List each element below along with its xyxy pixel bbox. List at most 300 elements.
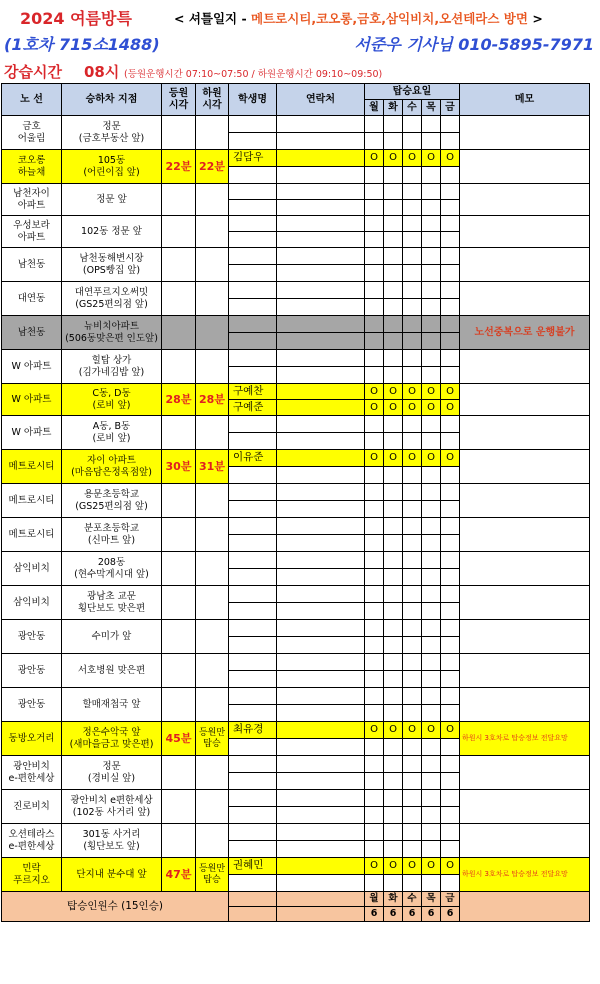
stop-row [2, 150, 590, 167]
contact-cell [277, 773, 365, 790]
day-4-check [441, 200, 460, 216]
alight-time-cell [196, 116, 229, 150]
stop-cell: 대연푸르지오써밋 (GS25편의점 앞) [62, 282, 162, 316]
day-0-check [365, 773, 384, 790]
day-4-check [441, 807, 460, 824]
day-3-check [422, 756, 441, 773]
alight-time-cell [196, 688, 229, 722]
board-time-cell [162, 216, 196, 248]
contact-cell [277, 450, 365, 467]
day-0-check [365, 416, 384, 433]
day-3-check [422, 484, 441, 501]
day-3-check [422, 535, 441, 552]
contact-cell [277, 282, 365, 299]
day-2-check [403, 790, 422, 807]
day-3-check [422, 248, 441, 265]
memo-cell [460, 484, 590, 518]
student-name [229, 116, 277, 133]
stop-row [2, 116, 590, 133]
stop-cell: 301동 사거리 (횡단보도 앞) [62, 824, 162, 858]
day-2-check: O [403, 858, 422, 875]
footer-day-1: 화 [384, 892, 403, 907]
day-1-check [384, 807, 403, 824]
day-4-check [441, 433, 460, 450]
day-2-check [403, 248, 422, 265]
stop-cell: 정문 앞 [62, 184, 162, 216]
route-cell: 남천자이 아파트 [2, 184, 62, 216]
contact-cell [277, 416, 365, 433]
day-1-check [384, 569, 403, 586]
student-name [229, 535, 277, 552]
board-time-cell [162, 350, 196, 384]
day-3-check [422, 841, 441, 858]
day-2-check [403, 688, 422, 705]
day-3-check [422, 333, 441, 350]
alight-time-cell [196, 790, 229, 824]
day-3-check [422, 654, 441, 671]
day-0-check [365, 299, 384, 316]
student-name [229, 232, 277, 248]
day-0-check: O [365, 450, 384, 467]
route-cell: 남천동 [2, 248, 62, 282]
col-day-0-header: 월 [365, 100, 384, 116]
student-name [229, 265, 277, 282]
day-3-check [422, 637, 441, 654]
footer-count-3: 6 [422, 907, 441, 922]
day-1-check [384, 184, 403, 200]
board-time-cell [162, 416, 196, 450]
board-time-cell [162, 248, 196, 282]
board-time-cell [162, 654, 196, 688]
contact-cell [277, 535, 365, 552]
day-0-check [365, 248, 384, 265]
day-0-check [365, 688, 384, 705]
student-name [229, 184, 277, 200]
day-3-check [422, 282, 441, 299]
contact-cell [277, 790, 365, 807]
day-2-check: O [403, 450, 422, 467]
memo-cell [460, 416, 590, 450]
student-name [229, 824, 277, 841]
subtitle-prefix: < 셔틀일지 - [174, 11, 247, 26]
stop-cell: 정문 (경비실 앞) [62, 756, 162, 790]
day-0-check [365, 671, 384, 688]
alight-time-cell [196, 184, 229, 216]
day-1-check [384, 282, 403, 299]
day-3-check [422, 518, 441, 535]
footer-student-blank [229, 907, 277, 922]
stop-row [2, 484, 590, 501]
memo-cell [460, 150, 590, 184]
day-3-check [422, 367, 441, 384]
day-4-check [441, 824, 460, 841]
student-name [229, 841, 277, 858]
student-name [229, 350, 277, 367]
contact-cell [277, 484, 365, 501]
stop-cell: 단지내 분수대 앞 [62, 858, 162, 892]
footer-day-4: 금 [441, 892, 460, 907]
route-cell: 대연동 [2, 282, 62, 316]
route-cell: 광안동 [2, 654, 62, 688]
student-name [229, 637, 277, 654]
day-3-check: O [422, 450, 441, 467]
stop-cell: 할매재첩국 앞 [62, 688, 162, 722]
day-4-check [441, 841, 460, 858]
subtitle-routes: 메트로시티,코오롱,금호,삼익비치,오션테라스 방면 [251, 11, 528, 26]
memo-cell [460, 116, 590, 150]
day-1-check [384, 367, 403, 384]
footer-count-0: 6 [365, 907, 384, 922]
route-cell: 민락 푸르지오 [2, 858, 62, 892]
day-1-check [384, 232, 403, 248]
alight-time-cell [196, 316, 229, 350]
contact-cell [277, 367, 365, 384]
footer-student-blank [229, 892, 277, 907]
day-0-check [365, 433, 384, 450]
day-2-check [403, 282, 422, 299]
day-1-check [384, 620, 403, 637]
alight-time-cell [196, 350, 229, 384]
route-cell: 우성보라 아파트 [2, 216, 62, 248]
alight-time-cell: 22분 [196, 150, 229, 184]
route-cell: 메트로시티 [2, 450, 62, 484]
day-2-check [403, 167, 422, 184]
day-4-check [441, 265, 460, 282]
stop-row [2, 858, 590, 875]
day-2-check [403, 333, 422, 350]
student-name [229, 367, 277, 384]
board-time-cell [162, 116, 196, 150]
day-4-check: O [441, 400, 460, 416]
col-memo-header: 메모 [460, 84, 590, 116]
student-name [229, 739, 277, 756]
alight-time-cell: 등원만 탑승 [196, 858, 229, 892]
day-0-check [365, 875, 384, 892]
day-2-check [403, 367, 422, 384]
day-3-check [422, 569, 441, 586]
board-time-cell: 22분 [162, 150, 196, 184]
alight-time-cell: 28분 [196, 384, 229, 416]
route-cell: W 아파트 [2, 384, 62, 416]
day-0-check: O [365, 858, 384, 875]
day-4-check [441, 671, 460, 688]
day-4-check: O [441, 722, 460, 739]
contact-cell [277, 433, 365, 450]
day-2-check [403, 705, 422, 722]
memo-cell: 하원시 3호차로 탑승정보 전달요망 [460, 722, 590, 756]
day-2-check [403, 739, 422, 756]
day-4-check [441, 875, 460, 892]
day-1-check [384, 756, 403, 773]
day-1-check: O [384, 858, 403, 875]
class-time-label: 강습시간 [4, 63, 62, 81]
day-4-check: O [441, 858, 460, 875]
day-0-check [365, 467, 384, 484]
contact-cell [277, 739, 365, 756]
day-2-check: O [403, 150, 422, 167]
student-name [229, 467, 277, 484]
day-2-check [403, 603, 422, 620]
day-0-check [365, 807, 384, 824]
stop-row [2, 282, 590, 299]
day-3-check [422, 552, 441, 569]
student-name: 구예준 [229, 400, 277, 416]
student-name [229, 501, 277, 518]
contact-cell [277, 807, 365, 824]
day-2-check [403, 416, 422, 433]
alight-time-cell [196, 756, 229, 790]
run-times: (등원운행시간 07:10~07:50 / 하원운행시간 09:10~09:50) [124, 69, 383, 80]
stop-row [2, 620, 590, 637]
student-name [229, 484, 277, 501]
alight-time-cell [196, 216, 229, 248]
contact-cell [277, 133, 365, 150]
student-name [229, 167, 277, 184]
route-cell: 광안동 [2, 688, 62, 722]
day-2-check [403, 620, 422, 637]
day-4-check [441, 248, 460, 265]
day-3-check [422, 433, 441, 450]
day-1-check [384, 518, 403, 535]
day-3-check [422, 603, 441, 620]
contact-cell [277, 722, 365, 739]
col-days-header: 탑승요일 [365, 84, 460, 100]
day-3-check: O [422, 722, 441, 739]
day-4-check [441, 756, 460, 773]
day-4-check [441, 367, 460, 384]
day-0-check [365, 184, 384, 200]
contact-cell [277, 501, 365, 518]
student-name [229, 216, 277, 232]
day-0-check [365, 705, 384, 722]
memo-cell [460, 586, 590, 620]
day-1-check: O [384, 450, 403, 467]
day-0-check [365, 200, 384, 216]
student-name [229, 654, 277, 671]
contact-cell [277, 671, 365, 688]
day-3-check [422, 790, 441, 807]
route-cell: W 아파트 [2, 416, 62, 450]
day-0-check [365, 316, 384, 333]
contact-cell [277, 116, 365, 133]
alight-time-cell: 31분 [196, 450, 229, 484]
student-name [229, 133, 277, 150]
day-4-check [441, 184, 460, 200]
day-1-check [384, 824, 403, 841]
driver-info: 서준우 기사님 010-5895-7971 [354, 35, 594, 54]
day-4-check [441, 790, 460, 807]
board-time-cell [162, 484, 196, 518]
footer-contact-blank [277, 907, 365, 922]
day-1-check [384, 299, 403, 316]
memo-cell: 하원시 3호차로 탑승정보 전달요망 [460, 858, 590, 892]
contact-cell [277, 184, 365, 200]
student-name [229, 756, 277, 773]
day-0-check [365, 501, 384, 518]
day-1-check [384, 467, 403, 484]
memo-cell [460, 248, 590, 282]
day-2-check [403, 184, 422, 200]
stop-row [2, 790, 590, 807]
alight-time-cell [196, 552, 229, 586]
stop-cell: 남천동해변시장 (OPS빵집 앞) [62, 248, 162, 282]
day-3-check: O [422, 150, 441, 167]
stop-cell: 분포초등학교 (신마트 앞) [62, 518, 162, 552]
day-4-check [441, 518, 460, 535]
day-3-check [422, 705, 441, 722]
day-4-check [441, 416, 460, 433]
day-4-check [441, 586, 460, 603]
col-day-1-header: 화 [384, 100, 403, 116]
memo-cell [460, 756, 590, 790]
stop-cell: 수미가 앞 [62, 620, 162, 654]
day-4-check [441, 350, 460, 367]
stop-cell: 서호병원 맞은편 [62, 654, 162, 688]
stop-cell: 정은수악국 앞 (새마을금고 맞은편) [62, 722, 162, 756]
stop-cell: 광남초 교문 횡단보도 맞은편 [62, 586, 162, 620]
col-day-3-header: 목 [422, 100, 441, 116]
memo-cell [460, 790, 590, 824]
day-3-check [422, 586, 441, 603]
day-3-check [422, 133, 441, 150]
memo-cell: 노선중복으로 운행불가 [460, 316, 590, 350]
memo-cell [460, 552, 590, 586]
board-time-cell [162, 552, 196, 586]
day-2-check [403, 569, 422, 586]
day-0-check [365, 265, 384, 282]
day-2-check [403, 518, 422, 535]
stop-cell: 광안비치 e편한세상 (102동 사거리 앞) [62, 790, 162, 824]
stop-cell: 208동 (현수막게시대 앞) [62, 552, 162, 586]
contact-cell [277, 688, 365, 705]
alight-time-cell [196, 248, 229, 282]
day-1-check [384, 167, 403, 184]
student-name [229, 603, 277, 620]
memo-cell [460, 282, 590, 316]
footer-count-4: 6 [441, 907, 460, 922]
stop-row [2, 248, 590, 265]
route-cell: 삼익비치 [2, 552, 62, 586]
day-4-check [441, 316, 460, 333]
contact-cell [277, 824, 365, 841]
day-1-check [384, 265, 403, 282]
col-contact-header: 연락처 [277, 84, 365, 116]
stop-cell: 뉴비치아파트 (506동맞은편 인도앞) [62, 316, 162, 350]
route-cell: 남천동 [2, 316, 62, 350]
route-cell: 동방오거리 [2, 722, 62, 756]
alight-time-cell [196, 416, 229, 450]
col-alight-time-header: 하원 시각 [196, 84, 229, 116]
day-4-check [441, 688, 460, 705]
contact-cell [277, 265, 365, 282]
memo-cell [460, 184, 590, 216]
route-cell: 코오롱 하늘채 [2, 150, 62, 184]
footer-day-0: 월 [365, 892, 384, 907]
day-1-check [384, 501, 403, 518]
student-name [229, 586, 277, 603]
day-2-check [403, 773, 422, 790]
day-4-check [441, 552, 460, 569]
day-2-check [403, 133, 422, 150]
contact-cell [277, 400, 365, 416]
stop-row [2, 416, 590, 433]
day-4-check [441, 167, 460, 184]
board-time-cell: 30분 [162, 450, 196, 484]
day-0-check [365, 484, 384, 501]
col-student-header: 학생명 [229, 84, 277, 116]
student-name [229, 705, 277, 722]
shuttle-schedule-table [1, 83, 590, 922]
day-2-check [403, 841, 422, 858]
day-4-check [441, 133, 460, 150]
day-1-check [384, 875, 403, 892]
day-3-check [422, 739, 441, 756]
day-1-check [384, 773, 403, 790]
day-3-check [422, 316, 441, 333]
stop-cell: C동, D동 (로비 앞) [62, 384, 162, 416]
day-1-check [384, 484, 403, 501]
day-2-check [403, 216, 422, 232]
day-3-check [422, 167, 441, 184]
day-3-check [422, 875, 441, 892]
day-0-check [365, 232, 384, 248]
day-2-check [403, 637, 422, 654]
day-1-check [384, 790, 403, 807]
col-route-header: 노 선 [2, 84, 62, 116]
route-cell: 진로비치 [2, 790, 62, 824]
day-1-check [384, 416, 403, 433]
day-0-check [365, 216, 384, 232]
footer-memo-blank [460, 892, 590, 922]
stop-cell: A동, B동 (로비 앞) [62, 416, 162, 450]
student-name [229, 569, 277, 586]
day-1-check [384, 603, 403, 620]
student-name: 구예찬 [229, 384, 277, 400]
day-4-check [441, 637, 460, 654]
day-2-check [403, 501, 422, 518]
day-0-check [365, 350, 384, 367]
day-4-check [441, 467, 460, 484]
stop-row [2, 688, 590, 705]
student-name: 이유준 [229, 450, 277, 467]
alight-time-cell [196, 484, 229, 518]
stop-cell: 102동 정문 앞 [62, 216, 162, 248]
day-1-check [384, 637, 403, 654]
route-cell: 메트로시티 [2, 484, 62, 518]
board-time-cell [162, 620, 196, 654]
stop-row [2, 184, 590, 200]
contact-cell [277, 586, 365, 603]
footer-count-2: 6 [403, 907, 422, 922]
day-4-check: O [441, 150, 460, 167]
day-2-check: O [403, 722, 422, 739]
contact-cell [277, 518, 365, 535]
day-4-check: O [441, 384, 460, 400]
col-day-2-header: 수 [403, 100, 422, 116]
alight-time-cell [196, 518, 229, 552]
day-0-check [365, 739, 384, 756]
stop-row [2, 518, 590, 535]
memo-cell [460, 688, 590, 722]
day-2-check [403, 807, 422, 824]
day-4-check [441, 569, 460, 586]
day-4-check [441, 333, 460, 350]
day-4-check [441, 282, 460, 299]
day-3-check [422, 773, 441, 790]
contact-cell [277, 333, 365, 350]
day-2-check [403, 756, 422, 773]
day-3-check [422, 116, 441, 133]
